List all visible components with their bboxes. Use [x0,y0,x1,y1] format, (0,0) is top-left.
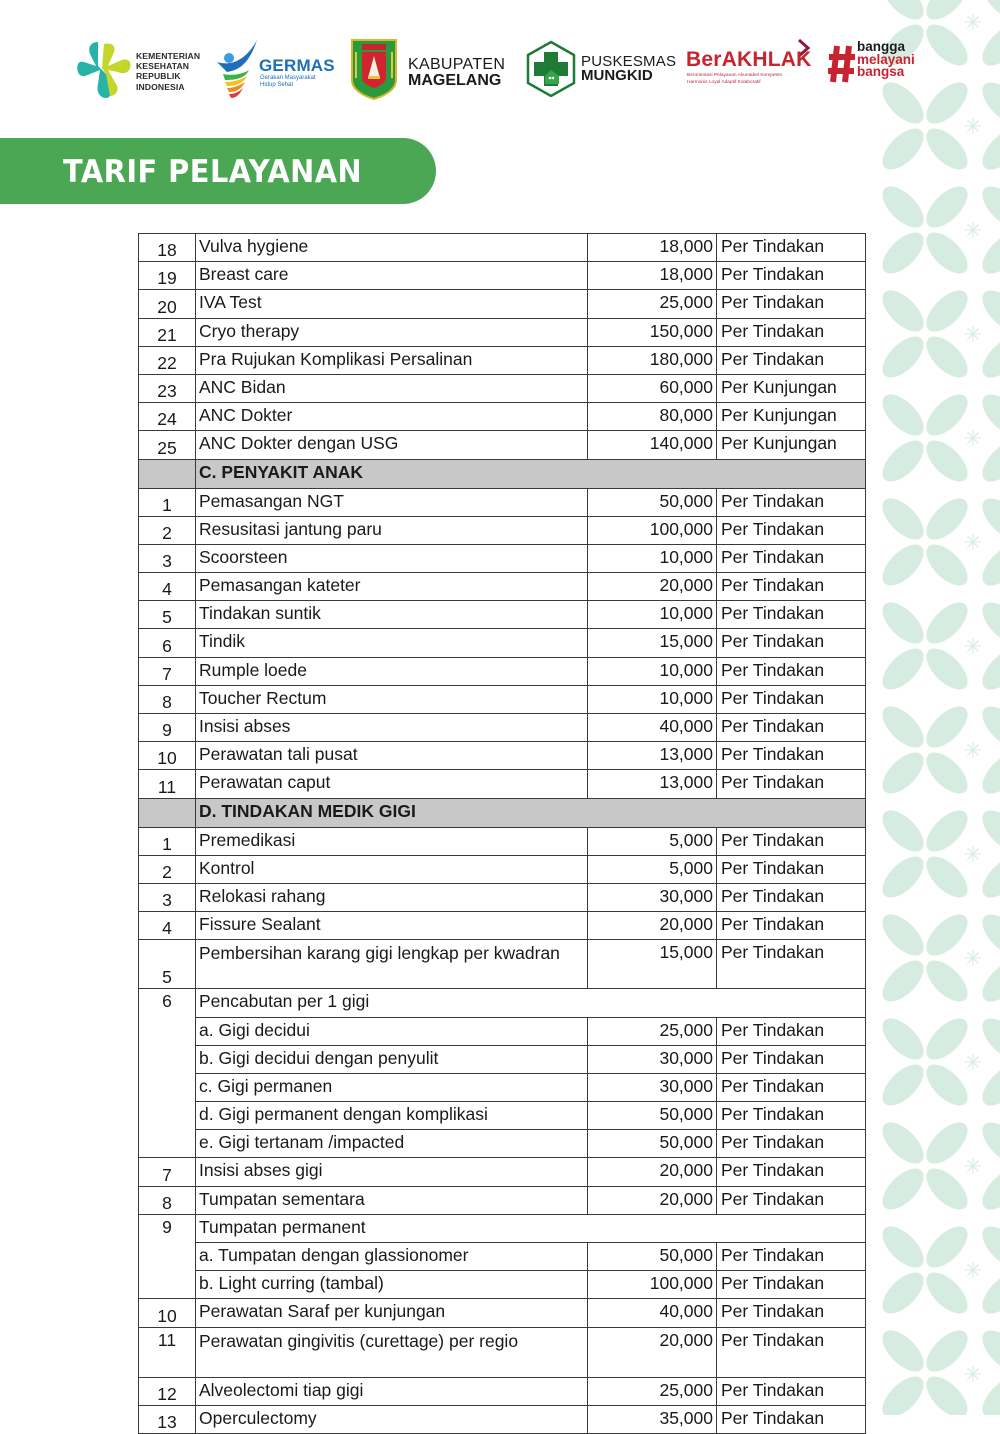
batik-leaf-18 [875,225,930,280]
service-name: Scoorsteen [196,544,588,572]
row-number: 11 [139,1327,196,1377]
batik-leaf-16 [875,179,930,234]
batik-leaf-72 [875,907,930,962]
section-header-row [139,798,866,827]
table-row [139,601,866,629]
germas-figure-icon [215,38,259,100]
service-price: 20,000 [588,1158,717,1186]
batik-leaf-58 [875,745,930,800]
table-row [139,657,866,685]
service-name: Breast care [196,262,588,290]
service-price: 30,000 [588,883,717,911]
row-number: 7 [139,1158,196,1186]
service-name: a. Tumpatan dengan glassionomer [196,1243,588,1271]
service-price: 10,000 [588,544,717,572]
batik-leaf-82 [875,1057,930,1112]
row-number: 2 [139,855,196,883]
service-price: 20,000 [588,912,717,940]
row-number: 13 [139,1405,196,1433]
service-price: 30,000 [588,1045,717,1073]
service-price: 40,000 [588,714,717,742]
service-name: a. Gigi decidui [196,1017,588,1045]
batik-leaf-64 [875,803,930,858]
service-price: 30,000 [588,1073,717,1101]
table-row [139,1377,866,1405]
service-price: 20,000 [588,573,717,601]
service-unit: Per Tindakan [717,1045,866,1073]
service-unit: Per Tindakan [717,629,866,657]
bangga-melayani-logo [826,36,926,106]
service-name: Pemasangan kateter [196,573,588,601]
batik-leaf-56 [875,699,930,754]
row-number: 18 [139,234,196,262]
service-name: Resusitasi jantung paru [196,516,588,544]
service-price: 10,000 [588,657,717,685]
table-row [139,629,866,657]
table-row [139,431,866,459]
service-unit: Per Tindakan [717,1158,866,1186]
service-unit: Per Tindakan [717,714,866,742]
batik-star: ✳ [963,1258,983,1283]
batik-star: ✳ [963,426,983,451]
service-name: Alveolectomi tiap gigi [196,1377,588,1405]
row-number: 5 [139,940,196,989]
service-unit: Per Tindakan [717,883,866,911]
service-unit: Per Kunjungan [717,374,866,402]
service-price: 25,000 [588,1017,717,1045]
table-row [139,912,866,940]
kemenkes-text: KEMENTERIAN KESEHATAN REPUBLIK INDONESIA [136,51,201,92]
puskesmas-text: PUSKESMAS [581,53,677,70]
service-name: b. Light curring (tambal) [196,1271,588,1299]
germas-subtitle: Gerakan Masyarakat Hidup Sehat [260,75,316,88]
table-row [139,827,866,855]
section-title: C. PENYAKIT ANAK [196,459,866,488]
row-number: 3 [139,883,196,911]
berakhlak-title: BerAKHLAK [686,48,812,71]
batik-leaf-74 [875,953,930,1008]
service-unit: Per Tindakan [717,1405,866,1433]
service-price: 100,000 [588,516,717,544]
table-row [139,940,866,989]
service-unit: Per Tindakan [717,544,866,572]
batik-star: ✳ [963,530,983,555]
row-number: 1 [139,488,196,516]
title-banner [0,138,436,204]
group-row [139,989,866,1017]
group-row [139,1214,866,1242]
service-name: Kontrol [196,855,588,883]
service-unit: Per Tindakan [717,601,866,629]
batik-leaf-24 [875,283,930,338]
service-name: Tindakan suntik [196,601,588,629]
service-name: Insisi abses [196,714,588,742]
section-no-cell [139,459,196,488]
service-unit: Per Tindakan [717,855,866,883]
row-number: 4 [139,912,196,940]
row-number: 6 [139,629,196,657]
service-unit: Per Tindakan [717,1130,866,1158]
service-price: 5,000 [588,855,717,883]
service-unit: Per Tindakan [717,1102,866,1130]
batik-star: ✳ [963,218,983,243]
service-name: Perawatan tali pusat [196,742,588,770]
hashtag-icon [827,44,857,84]
service-name: Perawatan caput [196,770,588,798]
batik-leaf-42 [875,537,930,592]
service-price: 20,000 [588,1186,717,1214]
row-number: 8 [139,1186,196,1214]
service-name: Perawatan gingivitis (curettage) per regio [196,1327,588,1377]
service-unit: Per Tindakan [717,573,866,601]
service-price: 150,000 [588,318,717,346]
service-unit: Per Tindakan [717,318,866,346]
batik-leaf-10 [875,121,930,176]
service-unit: Per Tindakan [717,234,866,262]
service-name: Perawatan Saraf per kunjungan [196,1299,588,1327]
batik-star: ✳ [963,946,983,971]
service-price: 13,000 [588,770,717,798]
service-name: d. Gigi permanent dengan komplikasi [196,1102,588,1130]
table-row [139,544,866,572]
service-price: 60,000 [588,374,717,402]
batik-leaf-50 [875,641,930,696]
service-name: Vulva hygiene [196,234,588,262]
section-title: D. TINDAKAN MEDIK GIGI [196,798,866,827]
service-price: 100,000 [588,1271,717,1299]
service-unit: Per Kunjungan [717,403,866,431]
row-number: 10 [139,1299,196,1327]
service-price: 50,000 [588,1102,717,1130]
row-number: 9 [139,1214,196,1299]
service-price: 50,000 [588,488,717,516]
service-unit: Per Tindakan [717,770,866,798]
batik-leaf-32 [875,387,930,442]
magelang-crest-icon [350,38,398,100]
section-header-row [139,459,866,488]
header-logos [0,36,1000,106]
service-unit: Per Tindakan [717,827,866,855]
table-row [139,883,866,911]
service-unit: Per Tindakan [717,1377,866,1405]
table-row [139,770,866,798]
row-number: 20 [139,290,196,318]
table-row [139,262,866,290]
service-unit: Per Tindakan [717,1073,866,1101]
batik-leaf-48 [875,595,930,650]
table-row [139,714,866,742]
service-unit: Per Tindakan [717,1299,866,1327]
batik-star: ✳ [963,634,983,659]
service-price: 15,000 [588,940,717,989]
row-number: 7 [139,657,196,685]
batik-star: ✳ [963,842,983,867]
service-price: 20,000 [588,1327,717,1377]
service-price: 18,000 [588,262,717,290]
row-number: 25 [139,431,196,459]
table-row [139,290,866,318]
batik-leaf-40 [875,491,930,546]
section-no-cell [139,798,196,827]
batik-leaf-90 [875,1161,930,1216]
row-number: 22 [139,346,196,374]
kabupaten-text: KABUPATEN [408,56,506,73]
row-number: 23 [139,374,196,402]
germas-logo [215,36,340,106]
sub-item-row [139,1243,866,1271]
service-name: Operculectomy [196,1405,588,1433]
magelang-logo [350,36,515,106]
service-unit: Per Tindakan [717,516,866,544]
service-unit: Per Tindakan [717,290,866,318]
service-unit: Per Tindakan [717,657,866,685]
service-name: Toucher Rectum [196,685,588,713]
service-unit: Per Tindakan [717,346,866,374]
service-price: 35,000 [588,1405,717,1433]
sub-item-row [139,1130,866,1158]
service-price: 25,000 [588,1377,717,1405]
puskesmas-cross-icon [525,40,577,98]
service-name: Pra Rujukan Komplikasi Persalinan [196,346,588,374]
row-number: 19 [139,262,196,290]
table-row [139,516,866,544]
batik-star: ✳ [963,322,983,347]
batik-leaf-104 [875,1323,930,1378]
service-name: Pembersihan karang gigi lengkap per kwadran [196,940,588,989]
service-price: 15,000 [588,629,717,657]
service-name: e. Gigi tertanam /impacted [196,1130,588,1158]
table-row [139,1405,866,1433]
table-row [139,374,866,402]
service-price: 80,000 [588,403,717,431]
table-row [139,1327,866,1377]
service-name: Tumpatan sementara [196,1186,588,1214]
table-row [139,403,866,431]
bangga-line1: bangga [857,39,906,54]
batik-leaf-98 [875,1265,930,1320]
batik-leaf-34 [875,433,930,488]
batik-star: ✳ [963,1154,983,1179]
batik-leaf-26 [875,329,930,384]
service-unit: Per Kunjungan [717,431,866,459]
batik-leaf-96 [875,1219,930,1274]
germas-title: GERMAS [259,56,335,75]
batik-star: ✳ [963,114,983,139]
service-price: 50,000 [588,1130,717,1158]
service-name: ANC Dokter [196,403,588,431]
service-name: Pemasangan NGT [196,488,588,516]
table-row [139,742,866,770]
batik-star: ✳ [963,10,983,35]
table-row [139,318,866,346]
service-name: Fissure Sealant [196,912,588,940]
batik-leaf-66 [875,849,930,904]
service-price: 13,000 [588,742,717,770]
service-unit: Per Tindakan [717,1271,866,1299]
row-number: 6 [139,989,196,1158]
service-unit: Per Tindakan [717,1186,866,1214]
page-title: TARIF PELAYANAN [63,154,363,190]
service-unit: Per Tindakan [717,262,866,290]
tariff-table [138,233,866,1434]
service-price: 5,000 [588,827,717,855]
group-name: Pencabutan per 1 gigi [196,989,866,1017]
magelang-text: MAGELANG [408,72,502,89]
service-name: Premedikasi [196,827,588,855]
sub-item-row [139,1102,866,1130]
service-price: 10,000 [588,685,717,713]
batik-leaf-80 [875,1011,930,1066]
berakhlak-logo [681,36,816,106]
service-unit: Per Tindakan [717,912,866,940]
table-row [139,346,866,374]
service-price: 180,000 [588,346,717,374]
service-price: 25,000 [588,290,717,318]
service-name: Rumple loede [196,657,588,685]
service-name: b. Gigi decidui dengan penyulit [196,1045,588,1073]
row-number: 11 [139,770,196,798]
service-unit: Per Tindakan [717,1327,866,1377]
row-number: 5 [139,601,196,629]
service-price: 140,000 [588,431,717,459]
row-number: 1 [139,827,196,855]
service-name: Relokasi rahang [196,883,588,911]
service-price: 18,000 [588,234,717,262]
service-unit: Per Tindakan [717,488,866,516]
batik-leaf-88 [875,1115,930,1170]
row-number: 24 [139,403,196,431]
service-name: c. Gigi permanen [196,1073,588,1101]
table-row [139,488,866,516]
puskesmas-logo [525,36,675,106]
row-number: 4 [139,573,196,601]
kemenkes-logo [76,36,216,106]
service-unit: Per Tindakan [717,1017,866,1045]
service-unit: Per Tindakan [717,742,866,770]
row-number: 8 [139,685,196,713]
service-unit: Per Tindakan [717,940,866,989]
bangga-line2: melayani [857,51,915,67]
sub-item-row [139,1045,866,1073]
sub-item-row [139,1073,866,1101]
table-row [139,855,866,883]
row-number: 21 [139,318,196,346]
service-name: ANC Dokter dengan USG [196,431,588,459]
row-number: 12 [139,1377,196,1405]
row-number: 10 [139,742,196,770]
kemenkes-emblem-icon [76,40,134,102]
service-name: Insisi abses gigi [196,1158,588,1186]
tariff-table-body [139,234,866,1434]
table-row [139,1299,866,1327]
sub-item-row [139,1271,866,1299]
table-row [139,1186,866,1214]
service-name: Cryo therapy [196,318,588,346]
service-name: Tindik [196,629,588,657]
service-unit: Per Tindakan [717,685,866,713]
berakhlak-subtitle: Berorientasi Pelayanan Akuntabel Kompeten Harmonis Loyal Adaptif Kolaboratif [687,73,783,85]
mungkid-text: MUNGKID [581,67,653,84]
row-number: 9 [139,714,196,742]
sub-item-row [139,1017,866,1045]
row-number: 3 [139,544,196,572]
decorative-batik-pattern [872,0,1000,1415]
group-name: Tumpatan permanent [196,1214,866,1242]
table-row [139,685,866,713]
service-name: IVA Test [196,290,588,318]
batik-leaf-0 [875,0,930,27]
service-price: 40,000 [588,1299,717,1327]
table-row [139,1158,866,1186]
batik-pattern-svg [872,0,1000,1415]
table-row [139,573,866,601]
row-number: 2 [139,516,196,544]
batik-star: ✳ [963,1362,983,1387]
service-name: ANC Bidan [196,374,588,402]
bangga-line3: bangsa [857,64,905,79]
bangga-text [857,41,915,79]
batik-leaf-106 [875,1369,930,1415]
service-price: 10,000 [588,601,717,629]
batik-star: ✳ [963,1050,983,1075]
table-row [139,234,866,262]
service-unit: Per Tindakan [717,1243,866,1271]
batik-star: ✳ [963,738,983,763]
service-price: 50,000 [588,1243,717,1271]
